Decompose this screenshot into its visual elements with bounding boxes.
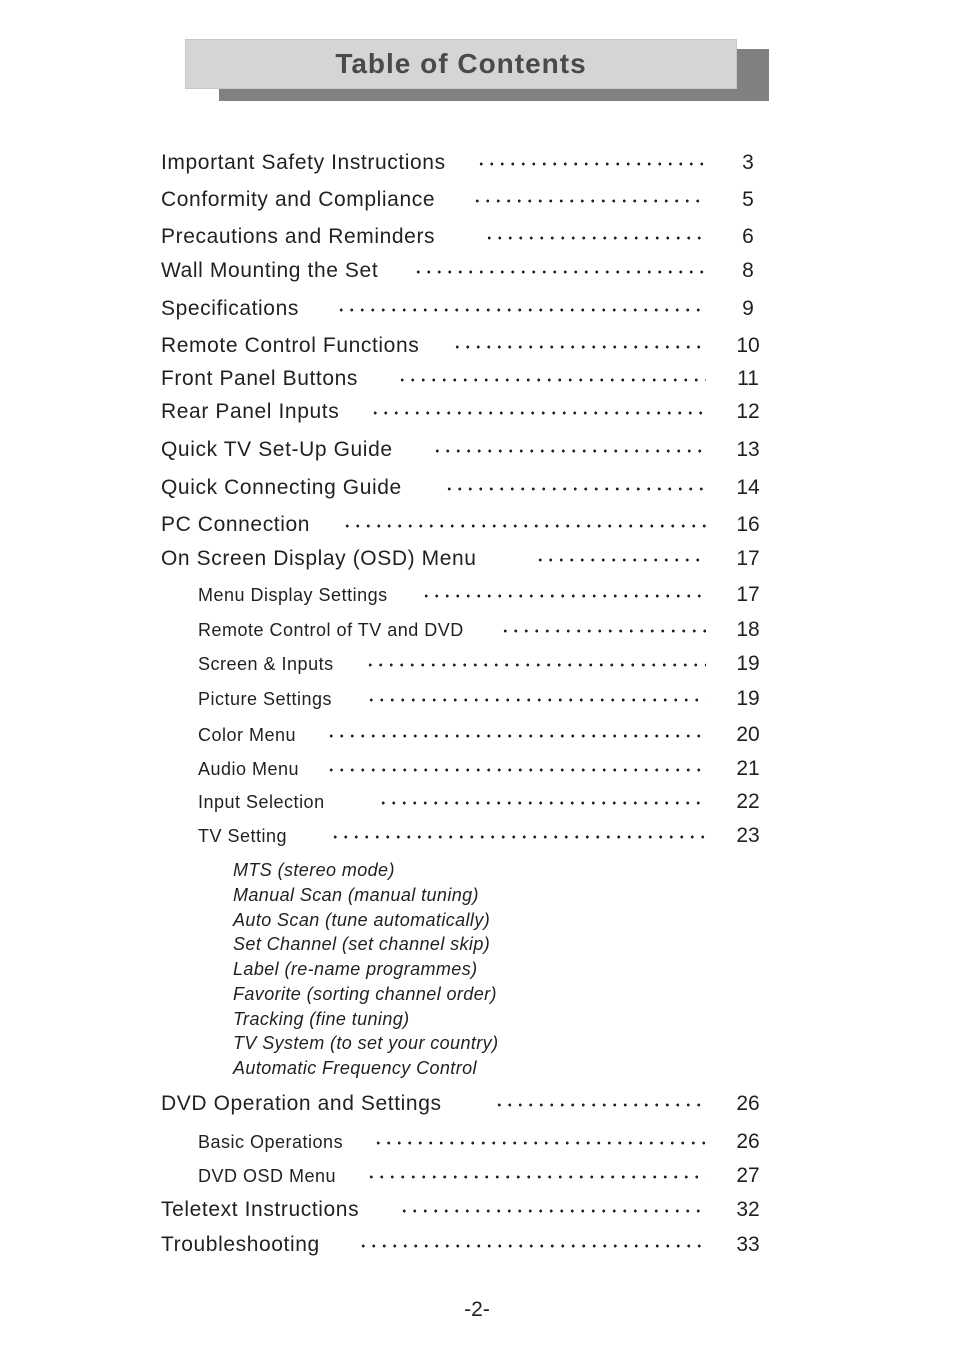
toc-entry-label: Screen & Inputs <box>198 654 334 674</box>
dot-leader <box>452 345 706 349</box>
toc-subentry[interactable] <box>0 1127 954 1157</box>
toc-entry-page: 26 <box>736 1130 760 1153</box>
toc-entry-page: 17 <box>736 583 760 606</box>
toc-entry-page: 14 <box>736 476 760 499</box>
toc-entry-page: 19 <box>736 687 760 710</box>
dot-leader <box>399 1209 706 1213</box>
toc-entry[interactable] <box>0 435 954 465</box>
toc-entry[interactable] <box>0 222 954 252</box>
toc-subentry[interactable] <box>0 615 954 645</box>
tv-setting-item: Auto Scan (tune automatically) <box>233 910 491 930</box>
toc-entry[interactable] <box>0 294 954 324</box>
dot-leader <box>535 558 706 562</box>
toc-entry[interactable] <box>0 256 954 286</box>
toc-entry[interactable] <box>0 364 954 394</box>
toc-entry-page: 8 <box>742 259 754 282</box>
page-number: -2- <box>464 1298 490 1321</box>
toc-entry[interactable] <box>0 1230 954 1260</box>
toc-entry-page: 17 <box>736 547 760 570</box>
toc-entry-label: Menu Display Settings <box>198 585 388 605</box>
toc-entry-label: Audio Menu <box>198 759 300 779</box>
tv-setting-item: Set Channel (set channel skip) <box>233 934 491 954</box>
dot-leader <box>476 162 706 166</box>
tv-setting-item: Label (re-name programmes) <box>233 959 478 979</box>
toc-subentry[interactable] <box>0 754 954 784</box>
toc-entry-page: 11 <box>737 367 759 390</box>
toc-entry[interactable] <box>0 397 954 427</box>
toc-entry-page: 5 <box>742 188 754 211</box>
toc-subentry[interactable] <box>0 787 954 817</box>
toc-entry[interactable] <box>0 510 954 540</box>
tv-setting-item: Manual Scan (manual tuning) <box>233 885 479 905</box>
toc-entry-page: 23 <box>736 824 760 847</box>
dot-leader <box>330 835 706 839</box>
toc-subentry[interactable] <box>0 1161 954 1191</box>
toc-entry-page: 13 <box>736 438 760 461</box>
toc-entry-page: 21 <box>736 757 760 780</box>
toc-entry-page: 33 <box>736 1233 760 1256</box>
toc-entry-label: Quick TV Set-Up Guide <box>161 438 393 461</box>
dot-leader <box>358 1244 706 1248</box>
dot-leader <box>397 378 706 382</box>
dot-leader <box>432 449 706 453</box>
toc-entry[interactable] <box>0 1089 954 1119</box>
dot-leader <box>484 236 706 240</box>
toc-entry-label: TV Setting <box>198 826 288 846</box>
dot-leader <box>326 734 706 738</box>
dot-leader <box>421 594 706 598</box>
dot-leader <box>373 1141 706 1145</box>
dot-leader <box>494 1103 706 1107</box>
dot-leader <box>326 768 706 772</box>
toc-entry-page: 10 <box>736 334 760 357</box>
toc-entry-label: Teletext Instructions <box>161 1198 360 1221</box>
toc-entry-label: Precautions and Reminders <box>161 225 436 248</box>
toc-subentry[interactable] <box>0 684 954 714</box>
toc-entry-page: 19 <box>736 652 760 675</box>
toc-entry-label: DVD OSD Menu <box>198 1166 337 1186</box>
toc-subentry[interactable] <box>0 720 954 750</box>
toc-entry[interactable] <box>0 473 954 503</box>
toc-entry-label: Important Safety Instructions <box>161 151 446 174</box>
toc-subentry[interactable] <box>0 821 954 851</box>
toc-entry-label: Wall Mounting the Set <box>161 259 379 282</box>
dot-leader <box>472 199 706 203</box>
dot-leader <box>365 663 706 667</box>
toc-entry-label: Remote Control of TV and DVD <box>198 620 464 640</box>
toc-entry-label: Input Selection <box>198 792 325 812</box>
toc-entry[interactable] <box>0 544 954 574</box>
tv-setting-item: MTS (stereo mode) <box>233 860 395 880</box>
toc-entry-label: Basic Operations <box>198 1132 344 1152</box>
dot-leader <box>500 629 706 633</box>
toc-entry-label: Conformity and Compliance <box>161 188 436 211</box>
toc-entry-page: 22 <box>736 790 760 813</box>
dot-leader <box>366 698 706 702</box>
toc-entry-label: Specifications <box>161 297 299 320</box>
tv-setting-item: Tracking (fine tuning) <box>233 1009 410 1029</box>
toc-entry-page: 6 <box>742 225 754 248</box>
dot-leader <box>366 1175 706 1179</box>
toc-entry-label: Troubleshooting <box>161 1233 320 1256</box>
toc-entry-label: Rear Panel Inputs <box>161 400 340 423</box>
toc-subentry[interactable] <box>0 580 954 610</box>
tv-setting-item: TV System (to set your country) <box>233 1033 499 1053</box>
toc-entry[interactable] <box>0 331 954 361</box>
toc-entry[interactable] <box>0 148 954 178</box>
toc-entry-page: 18 <box>736 618 760 641</box>
dot-leader <box>444 487 706 491</box>
toc-entry[interactable] <box>0 1195 954 1225</box>
toc-subentry[interactable] <box>0 649 954 679</box>
toc-entry-label: Remote Control Functions <box>161 334 420 357</box>
tv-setting-item: Automatic Frequency Control <box>233 1058 477 1078</box>
toc-entry-page: 32 <box>736 1198 760 1221</box>
dot-leader <box>342 524 706 528</box>
toc-entry-label: PC Connection <box>161 513 311 536</box>
toc-entry-page: 3 <box>742 151 754 174</box>
toc-entry-page: 20 <box>736 723 760 746</box>
tv-setting-item: Favorite (sorting channel order) <box>233 984 497 1004</box>
dot-leader <box>413 270 706 274</box>
toc-entry-label: On Screen Display (OSD) Menu <box>161 547 477 570</box>
toc-entry-page: 27 <box>736 1164 760 1187</box>
page-title: Table of Contents <box>335 48 587 79</box>
dot-leader <box>370 411 706 415</box>
toc-entry-page: 26 <box>736 1092 760 1115</box>
dot-leader <box>378 801 706 805</box>
toc-entry-page: 16 <box>736 513 760 536</box>
toc-entry-page: 9 <box>742 297 754 320</box>
toc-entry-label: Picture Settings <box>198 689 333 709</box>
toc-entry-label: Color Menu <box>198 725 297 745</box>
toc-entry-label: DVD Operation and Settings <box>161 1092 442 1115</box>
toc-entry-label: Quick Connecting Guide <box>161 476 402 499</box>
toc-entry[interactable] <box>0 185 954 215</box>
toc-entry-page: 12 <box>736 400 760 423</box>
toc-entry-label: Front Panel Buttons <box>161 367 359 390</box>
dot-leader <box>336 308 706 312</box>
